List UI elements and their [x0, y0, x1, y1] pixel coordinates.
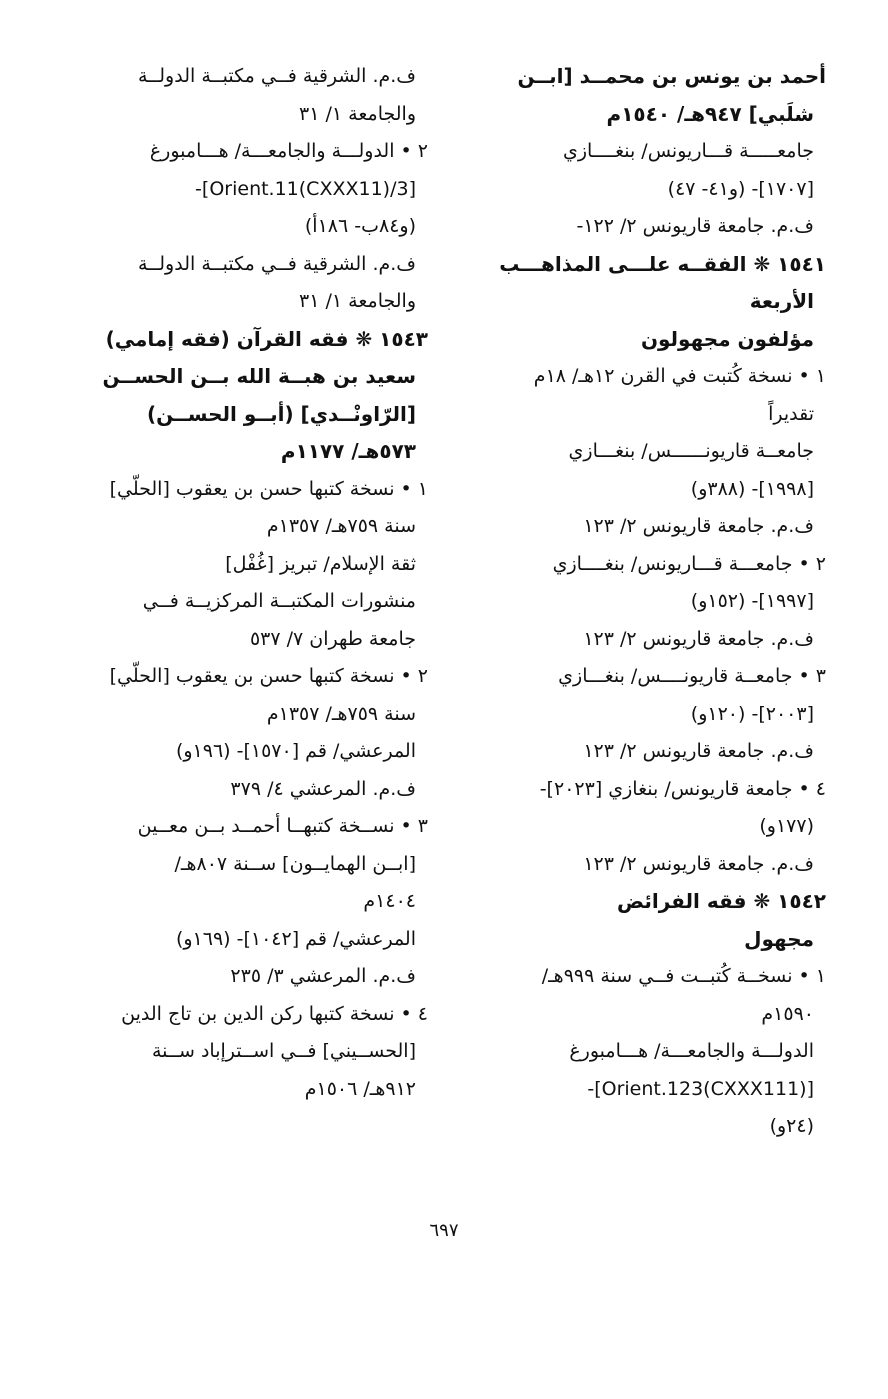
- entry-line: [الحســيني] فــي اســترإباد ســنة: [151, 1040, 416, 1062]
- entry-line: جامعة طهران ٧/ ٥٣٧: [249, 627, 416, 650]
- entry-line: ١ • نسخة كتبها حسن بن يعقوب [الحلّي]: [109, 477, 428, 500]
- entry-line: سنة ٧٥٩هـ/ ١٣٥٧م: [266, 702, 416, 725]
- entry-line: ف.م. جامعة قاريونس ٢/ ١٢٢-: [576, 215, 814, 237]
- entry-line: ف.م. المرعشي ٤/ ٣٧٩: [230, 777, 416, 800]
- heading-line: ١٥٤٣ ❋ فقه القرآن (فقه إمامي): [105, 326, 428, 351]
- entry-line: ف.م. جامعة قاريونس ٢/ ١٢٣: [583, 740, 814, 762]
- entry-line: ف.م. الشرقية فــي مكتبــة الدولــة: [137, 65, 416, 87]
- entry-line: جامعـــــة قـــاريونس/ بنغــــازي: [562, 140, 814, 162]
- entry-line: ١ • نسخــة كُتبــت فــي سنة ٩٩٩هـ/: [541, 965, 826, 987]
- entry-line: [ابــن الهمايــون] ســنة ٨٠٧هـ/: [174, 852, 416, 875]
- heading-line: مجهول: [744, 926, 814, 951]
- entry-line: ف.م. جامعة قاريونس ٢/ ١٢٣: [583, 515, 814, 537]
- entry-line: جامعــة قاريونــــــس/ بنغـــازي: [568, 440, 814, 462]
- heading-line: شلَبي] ٩٤٧هـ/ ١٥٤٠م: [606, 101, 814, 126]
- entry-line: [Orient.11(CXXX11)/3]-: [195, 177, 416, 200]
- heading-line: ٥٧٣هـ/ ١١٧٧م: [280, 439, 416, 463]
- left-column: [70, 58, 428, 1108]
- entry-line: [١٧٠٧]- (و٤١- ٤٧): [667, 177, 814, 200]
- entry-line: ف.م. الشرقية فــي مكتبــة الدولــة: [137, 252, 416, 275]
- entry-line: ٢ • الدولـــة والجامعـــة/ هـــامبورغ: [149, 140, 428, 162]
- entry-line: [١٩٩٧]- (١٥٢و): [690, 590, 814, 612]
- entry-line: المرعشي/ قم [١٠٤٢]- (١٦٩و): [175, 927, 416, 950]
- entry-line: الدولـــة والجامعـــة/ هـــامبورغ: [569, 1040, 814, 1062]
- entry-line: ٤ • جامعة قاريونس/ بنغازي [٢٠٢٣]-: [539, 777, 826, 800]
- entry-line: والجامعة ١/ ٣١: [299, 290, 416, 312]
- entry-line: ١٤٠٤م: [363, 890, 416, 912]
- entry-line: ١٥٩٠م: [761, 1002, 814, 1025]
- entry-line: [٢٠٠٣]- (١٢٠و): [690, 702, 814, 725]
- entry-line: منشورات المكتبــة المركزيــة فــي: [142, 590, 416, 612]
- entry-line: سنة ٧٥٩هـ/ ١٣٥٧م: [266, 515, 416, 537]
- entry-line: والجامعة ١/ ٣١: [299, 102, 416, 125]
- page-number: ٦٩٧: [429, 1220, 459, 1241]
- entry-line: ٤ • نسخة كتبها ركن الدين بن تاج الدين: [121, 1002, 428, 1025]
- right-column: [468, 58, 826, 1146]
- heading-line: سعيد بن هبــة الله بــن الحســن: [102, 364, 416, 388]
- heading-line: ١٥٤٢ ❋ فقه الفرائض: [617, 889, 826, 913]
- entry-line: [Orient.123(CXXX111)]-: [587, 1077, 814, 1100]
- entry-line: ٣ • جامعــة قاريونــــس/ بنغـــازي: [558, 665, 826, 687]
- entry-line: ١ • نسخة كُتبت في القرن ١٢هـ/ ١٨م: [533, 365, 826, 387]
- heading-line: مؤلفون مجهولون: [640, 326, 814, 351]
- entry-line: [١٩٩٨]- (٣٨٨و): [690, 477, 814, 500]
- entry-line: ٢ • نسخة كتبها حسن بن يعقوب [الحلّي]: [109, 665, 428, 687]
- entry-line: ف.م. المرعشي ٣/ ٢٣٥: [230, 965, 416, 987]
- entry-line: (١٧٧و): [759, 815, 814, 837]
- entry-line: المرعشي/ قم [١٥٧٠]- (١٩٦و): [175, 740, 416, 762]
- entry-line: ٩١٢هـ/ ١٥٠٦م: [304, 1077, 416, 1100]
- entry-line: ٣ • نســخة كتبهــا أحمــد بــن معــين: [137, 815, 428, 837]
- entry-line: ثقة الإسلام/ تبريز [غُفْل]: [225, 552, 416, 575]
- entry-line: ف.م. جامعة قاريونس ٢/ ١٢٣: [583, 627, 814, 650]
- entry-line: ٢ • جامعـــة قـــاريونس/ بنغــــازي: [552, 552, 826, 575]
- entry-line: (٢٤و): [769, 1115, 814, 1137]
- entry-line: تقديراً: [768, 402, 814, 425]
- heading-line: [الرّاونْــدي] (أبــو الحســن): [146, 401, 416, 426]
- heading-line: ١٥٤١ ❋ الفقــه علـــى المذاهـــب: [499, 251, 826, 276]
- heading-line: الأربعة: [749, 289, 814, 313]
- entry-line: (و٨٤ب- ١٨٦أ): [304, 215, 416, 237]
- entry-line: ف.م. جامعة قاريونس ٢/ ١٢٣: [583, 852, 814, 875]
- heading-line: أحمد بن يونس بن محمــد [ابــن: [517, 64, 826, 88]
